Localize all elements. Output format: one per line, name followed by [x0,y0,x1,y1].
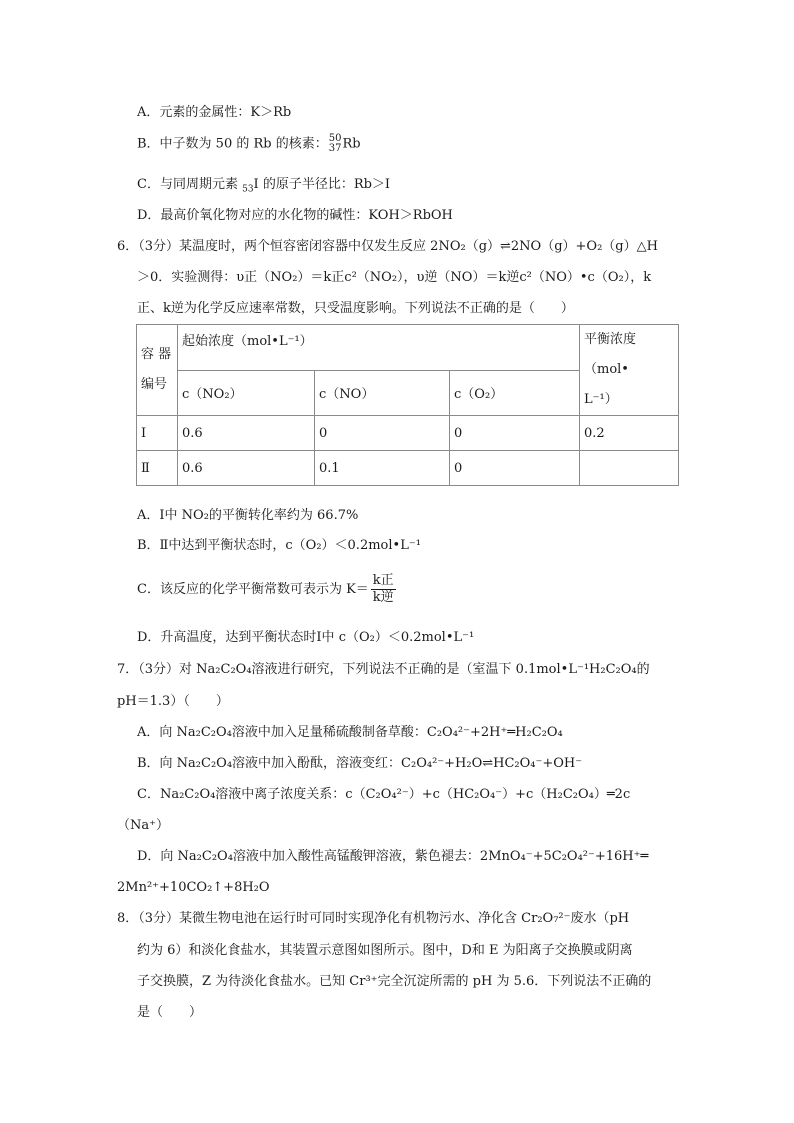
atomic-number: 37 [328,143,342,154]
q7-stem-line-2: pH＝1.3）（ ） [117,694,229,709]
q7-option-c-line-2: （Na⁺） [117,818,169,833]
header-start-concentration: 起始浓度（mol•L⁻¹） [178,325,580,371]
q6-stem-line-2: ＞0．实验测得：υ正（NO₂）＝k正c²（NO₂），υ逆（NO）＝k逆c²（NO）•c（O₂），k [137,270,652,285]
q6-option-c-text: C．该反应的化学平衡常数可表示为 K＝ [137,582,369,597]
q7-option-c-line-1: C．Na₂C₂O₄溶液中离子浓度关系：c（C₂O₄²⁻）+c（HC₂O₄⁻）+c（H₂C₂O₄）═2c [137,787,631,802]
header-eq-line-1: 平衡浓度（mol• [584,332,637,377]
row-id: Ⅱ [137,451,178,486]
header-container-line-2: 编号 [141,377,168,392]
q7-stem-line-1: 7．（3分）对 Na₂C₂O₄溶液进行研究，下列说法不正确的是（室温下 0.1mol•L⁻¹H₂C₂O₄的 [117,662,650,677]
cell: 0.6 [178,416,315,451]
q8-stem-line-3: 子交换膜，Z 为待淡化食盐水。已知 Cr³⁺完全沉淀所需的 pH 为 5.6．下列说法不正确的 [137,974,652,989]
element-symbol: Rb [342,136,361,152]
header-container-line-1: 容 器 [141,347,172,362]
cell: 0 [315,416,450,451]
q7-option-b: B．向 Na₂C₂O₄溶液中加入酚酞，溶液变红：C₂O₄²⁻+H₂O⇌HC₂O₄⁻+OH⁻ [137,756,583,771]
q8-stem-line-2: 约为 6）和淡化食盐水，其装置示意图如图所示。图中，D和 E 为阳离子交换膜或阴离 [137,943,633,958]
q8-stem-line-4: 是（ ） [137,1005,203,1020]
q5-option-c [137,176,390,194]
header-eq-concentration [580,325,679,416]
atomic-number-iodine: 53 [242,184,254,195]
cell: 0.6 [178,451,315,486]
subheader-c-no2: c（NO₂） [178,370,315,416]
header-eq-line-2: L⁻¹） [584,392,618,407]
table-row [137,451,679,486]
fraction-numerator: k正 [372,573,394,588]
q6-stem-line-3: 正、k逆为化学反应速率常数，只受温度影响。下列说法不正确的是（ ） [137,301,574,316]
q7-option-a: A．向 Na₂C₂O₄溶液中加入足量稀硫酸制备草酸：C₂O₄²⁻+2H⁺═H₂C₂O₄ [137,725,563,740]
mass-number: 50 [328,133,342,144]
q5-option-b-text: B．中子数为 50 的 Rb 的核素： [137,136,328,152]
row-id: Ⅰ [137,416,178,451]
fraction-k [371,573,396,606]
header-container-id [137,325,178,416]
q6-option-c [137,572,398,608]
q5-option-a: A．元素的金属性：K＞Rb [137,105,292,120]
cell: 0.2 [580,416,679,451]
q7-option-d-line-2: 2Mn²⁺+10CO₂↑+8H₂O [117,880,270,895]
q6-option-b: B．Ⅱ中达到平衡状态时，c（O₂）＜0.2mol•L⁻¹ [137,538,421,553]
cell: 0 [450,451,580,486]
concentration-table [136,324,679,486]
table-row [137,416,679,451]
q5-option-c-text-2: I 的原子半径比：Rb＞I [253,177,391,192]
q5-option-b [137,134,361,154]
q7-option-d-line-1: D．向 Na₂C₂O₄溶液中加入酸性高锰酸钾溶液，紫色褪去：2MnO₄⁻+5C₂O₄²⁻+16H⁺═ [137,849,649,864]
q8-stem-line-1: 8．（3分）某微生物电池在运行时可同时实现净化有机物污水、净化含 Cr₂O₇²⁻废水（pH [117,911,630,926]
cell: 0 [450,416,580,451]
q6-stem-line-1: 6．（3分）某温度时，两个恒容密闭容器中仅发生反应 2NO₂（g）⇌2NO（g）+O₂（g）△H [117,239,658,254]
table-header-row [137,325,679,371]
cell: 0.1 [315,451,450,486]
subheader-c-o2: c（O₂） [450,370,580,416]
q6-option-d: D．升高温度，达到平衡状态时Ⅰ中 c（O₂）＜0.2mol•L⁻¹ [137,630,475,645]
q5-option-d: D．最高价氧化物对应的水化物的碱性：KOH＞RbOH [137,208,453,223]
cell [580,451,679,486]
nuclide-notation [329,134,342,154]
subheader-c-no: c（NO） [315,370,450,416]
q5-option-c-text: C．与同周期元素 [137,177,243,192]
q6-option-a: A．Ⅰ中 NO₂的平衡转化率约为 66.7% [137,508,359,523]
fraction-denominator: k逆 [372,590,394,605]
